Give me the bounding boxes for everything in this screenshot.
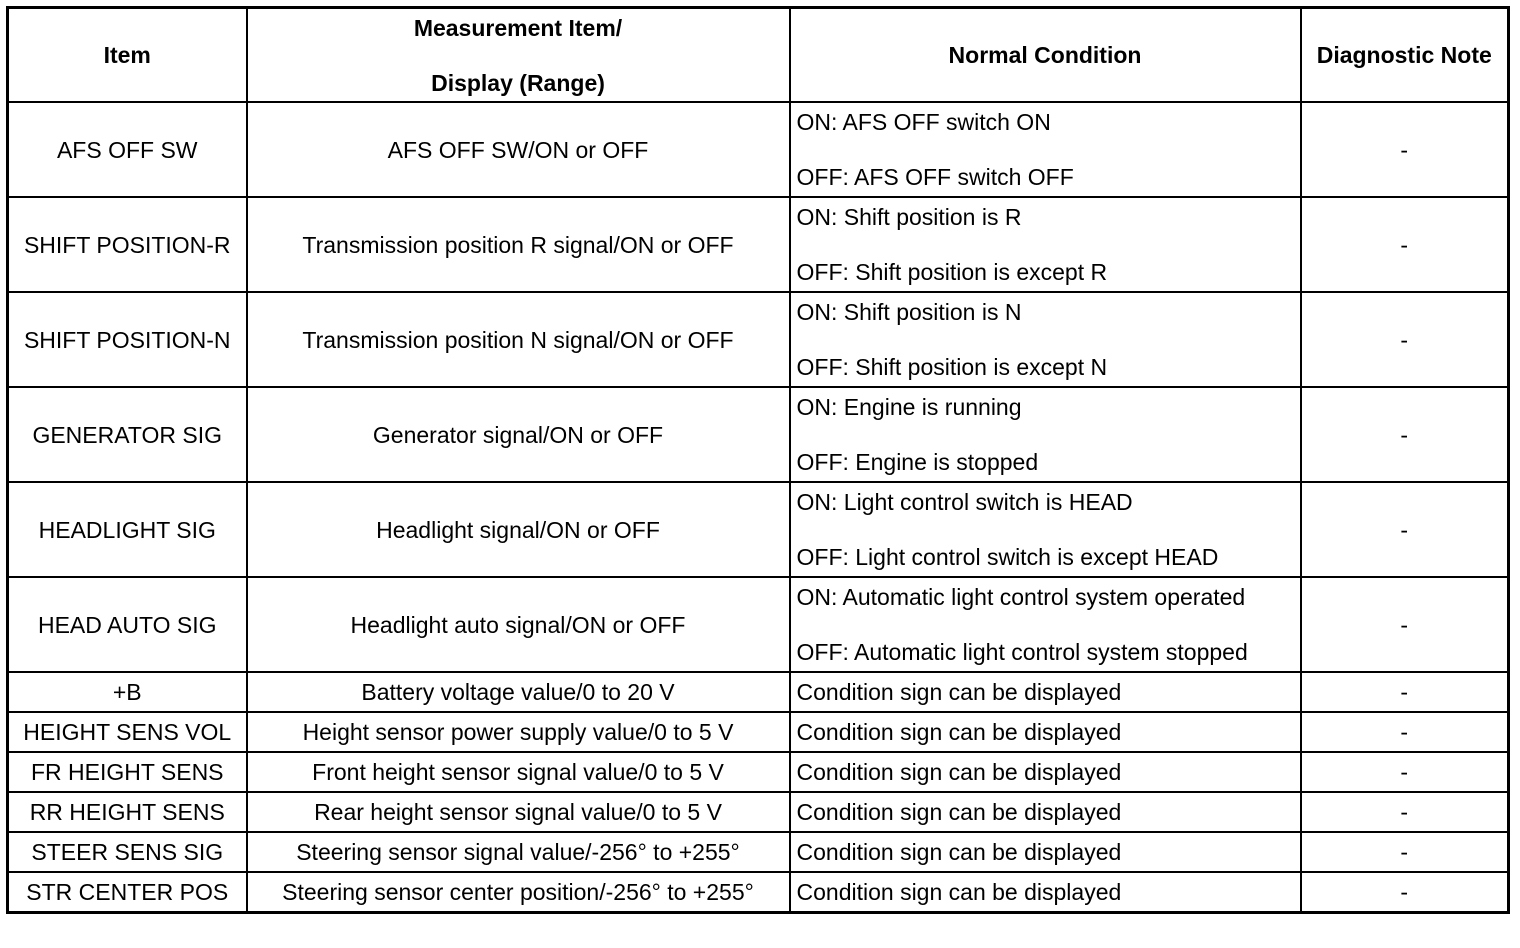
item-cell: +B: [8, 672, 247, 712]
table-row: [8, 872, 1509, 913]
diagnostic-note-cell: -: [1301, 672, 1509, 712]
normal-condition-cell: Condition sign can be displayed: [790, 832, 1301, 872]
header-measurement-line1: Measurement Item/: [413, 14, 623, 41]
header-diagnostic-note: Diagnostic Note: [1301, 8, 1509, 103]
normal-condition-cell: [790, 387, 1301, 482]
measurement-cell: Transmission position N signal/ON or OFF: [247, 292, 790, 387]
diagnostic-note-cell: -: [1301, 792, 1509, 832]
table-row: [8, 752, 1509, 792]
table-row: [8, 292, 1509, 387]
normal-off-text: OFF: Shift position is except R: [796, 259, 1108, 285]
diagnostic-note-cell: -: [1301, 577, 1509, 672]
diagnostic-note-cell: -: [1301, 712, 1509, 752]
item-cell: HEAD AUTO SIG: [8, 577, 247, 672]
normal-on-text: ON: Shift position is N: [796, 299, 1022, 325]
table-row: [8, 387, 1509, 482]
measurement-cell: Transmission position R signal/ON or OFF: [247, 197, 790, 292]
normal-condition-cell: [790, 292, 1301, 387]
measurement-cell: Steering sensor center position/-256° to +255°: [247, 872, 790, 913]
measurement-cell: Steering sensor signal value/-256° to +255°: [247, 832, 790, 872]
normal-condition-cell: Condition sign can be displayed: [790, 792, 1301, 832]
table-row: [8, 197, 1509, 292]
item-cell: STEER SENS SIG: [8, 832, 247, 872]
normal-off-text: OFF: AFS OFF switch OFF: [796, 164, 1074, 190]
measurement-cell: Headlight signal/ON or OFF: [247, 482, 790, 577]
diagnostic-note-cell: -: [1301, 102, 1509, 197]
table-row: [8, 832, 1509, 872]
header-item: Item: [8, 8, 247, 103]
normal-on-text: ON: AFS OFF switch ON: [796, 109, 1051, 135]
diagnostic-note-cell: -: [1301, 872, 1509, 913]
header-measurement: [247, 8, 790, 103]
measurement-cell: Battery voltage value/0 to 20 V: [247, 672, 790, 712]
normal-on-text: ON: Light control switch is HEAD: [796, 489, 1133, 515]
item-cell: RR HEIGHT SENS: [8, 792, 247, 832]
diagnostic-note-cell: -: [1301, 197, 1509, 292]
item-cell: SHIFT POSITION-N: [8, 292, 247, 387]
item-cell: GENERATOR SIG: [8, 387, 247, 482]
normal-off-text: OFF: Light control switch is except HEAD: [796, 544, 1219, 570]
normal-condition-cell: [790, 102, 1301, 197]
normal-on-text: ON: Shift position is R: [796, 204, 1022, 230]
item-cell: STR CENTER POS: [8, 872, 247, 913]
diagnostic-note-cell: -: [1301, 292, 1509, 387]
diagnostic-note-cell: -: [1301, 752, 1509, 792]
measurement-cell: Headlight auto signal/ON or OFF: [247, 577, 790, 672]
normal-off-text: OFF: Automatic light control system stopped: [796, 639, 1248, 665]
normal-off-text: OFF: Shift position is except N: [796, 354, 1108, 380]
header-normal-condition: Normal Condition: [790, 8, 1301, 103]
item-cell: HEADLIGHT SIG: [8, 482, 247, 577]
measurement-cell: Front height sensor signal value/0 to 5 V: [247, 752, 790, 792]
normal-condition-cell: Condition sign can be displayed: [790, 672, 1301, 712]
table-header-row: [8, 8, 1509, 103]
table-row: [8, 577, 1509, 672]
table-row: [8, 712, 1509, 752]
normal-condition-cell: [790, 577, 1301, 672]
data-list-table: [6, 6, 1510, 914]
item-cell: AFS OFF SW: [8, 102, 247, 197]
header-measurement-line2: Display (Range): [431, 69, 605, 96]
measurement-cell: Height sensor power supply value/0 to 5 V: [247, 712, 790, 752]
table-row: [8, 482, 1509, 577]
normal-condition-cell: [790, 482, 1301, 577]
item-cell: SHIFT POSITION-R: [8, 197, 247, 292]
table-row: [8, 102, 1509, 197]
normal-condition-cell: Condition sign can be displayed: [790, 872, 1301, 913]
normal-on-text: ON: Automatic light control system operated: [796, 584, 1246, 610]
diagnostic-note-cell: -: [1301, 387, 1509, 482]
diagnostic-note-cell: -: [1301, 482, 1509, 577]
table-row: [8, 792, 1509, 832]
diagnostic-note-cell: -: [1301, 832, 1509, 872]
table-row: [8, 672, 1509, 712]
item-cell: HEIGHT SENS VOL: [8, 712, 247, 752]
normal-condition-cell: [790, 197, 1301, 292]
measurement-cell: Rear height sensor signal value/0 to 5 V: [247, 792, 790, 832]
normal-condition-cell: Condition sign can be displayed: [790, 752, 1301, 792]
item-cell: FR HEIGHT SENS: [8, 752, 247, 792]
measurement-cell: Generator signal/ON or OFF: [247, 387, 790, 482]
normal-on-text: ON: Engine is running: [796, 394, 1022, 420]
measurement-cell: AFS OFF SW/ON or OFF: [247, 102, 790, 197]
normal-off-text: OFF: Engine is stopped: [796, 449, 1039, 475]
normal-condition-cell: Condition sign can be displayed: [790, 712, 1301, 752]
